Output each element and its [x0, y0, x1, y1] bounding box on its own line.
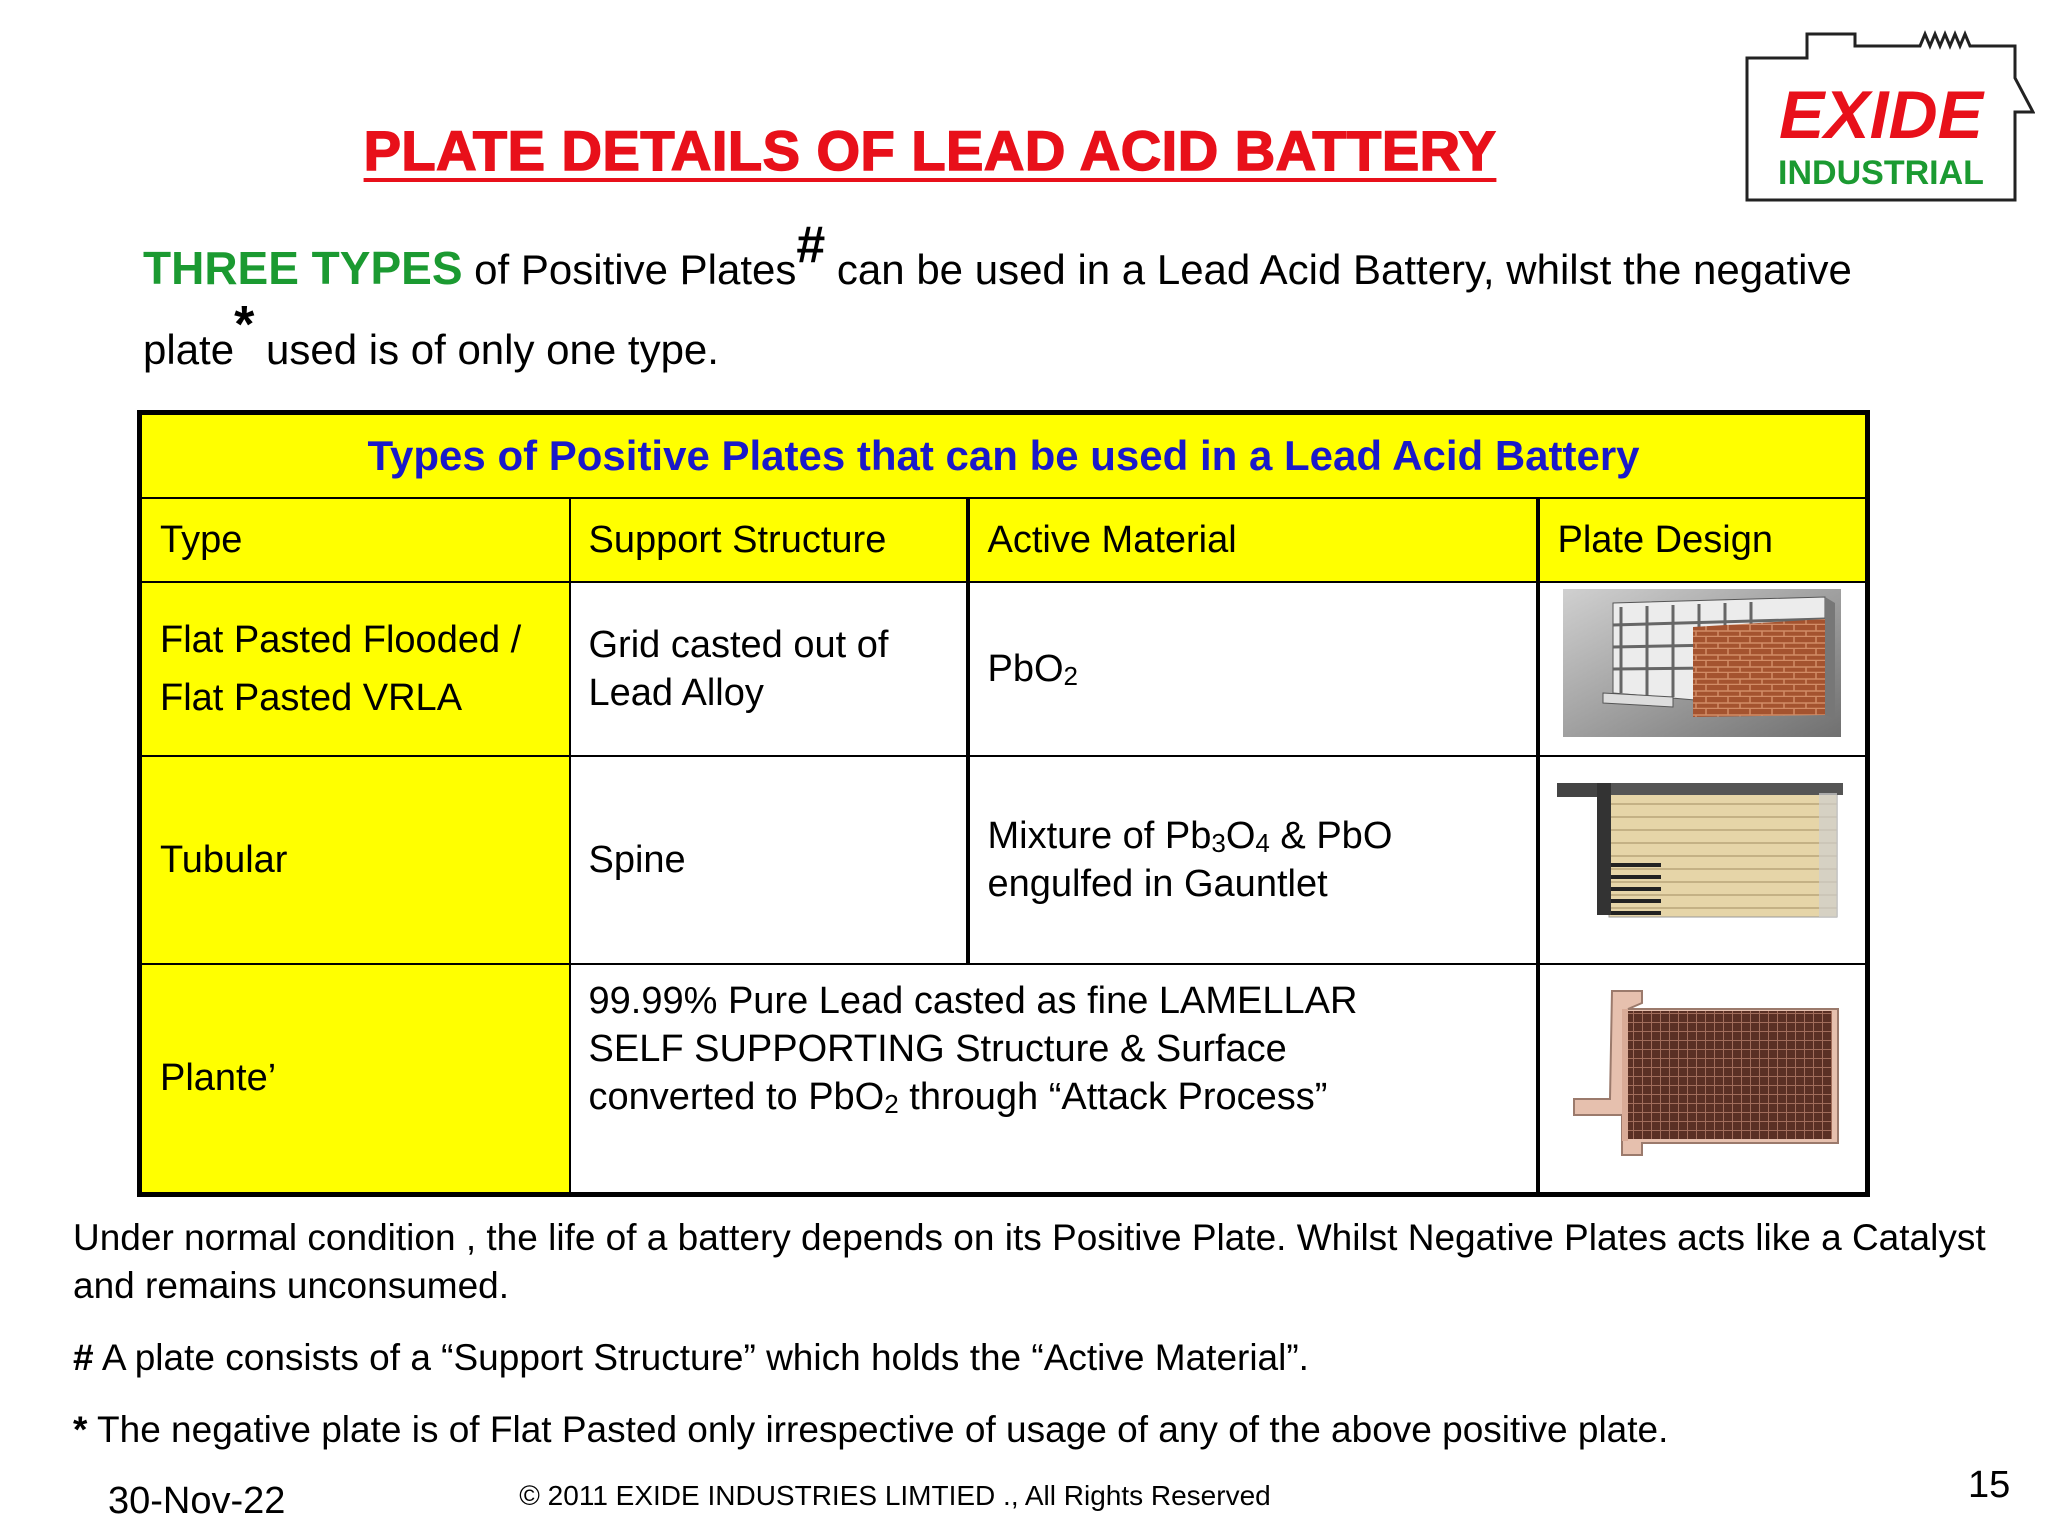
table-row [140, 582, 1868, 756]
material-text: PbO [987, 648, 1064, 690]
intro-paragraph [143, 216, 1943, 390]
hash-marker: # [73, 1337, 94, 1378]
star-note [73, 1406, 2013, 1454]
table-header-row [140, 498, 1868, 582]
life-note: Under normal condition , the life of a battery depends on its Positive Plate. Whilst Negative Plates acts like a Catalyst and remains unconsumed. [73, 1217, 1986, 1306]
star-symbol: * [234, 296, 255, 354]
cell-type: Plante’ [140, 964, 570, 1194]
cell-material [968, 582, 1538, 756]
plate-types-table [137, 410, 1870, 1197]
material-text: O [1225, 815, 1256, 857]
page-title: PLATE DETAILS OF LEAD ACID BATTERY [363, 119, 1497, 182]
tubular-plate-icon [1557, 779, 1847, 929]
intro-part3: used is of only one type. [254, 326, 719, 373]
cell-material [968, 756, 1538, 964]
header-plate-design: Plate Design [1538, 498, 1868, 582]
plante-plate-icon [1562, 987, 1842, 1157]
combined-line: 99.99% Pure Lead casted as fine LAMELLAR [588, 980, 1358, 1022]
combined-text: through “Attack Process” [898, 1076, 1328, 1118]
material-text: Mixture of Pb [987, 815, 1212, 857]
material-text: & PbO [1269, 815, 1393, 857]
hash-note-text: A plate consists of a “Support Structure” which holds the “Active Material”. [93, 1337, 1309, 1378]
type-line: Flat Pasted VRLA [160, 677, 463, 719]
material-subscript: 3 [1211, 828, 1226, 858]
cell-design [1538, 756, 1868, 964]
header-support-structure: Support Structure [570, 498, 968, 582]
star-note-text: The negative plate is of Flat Pasted only irrespective of usage of any of the above positive plate. [87, 1409, 1669, 1450]
material-line [988, 812, 1518, 860]
intro-part2: can be used in a Lead Acid Battery, whilst the negative plate [143, 246, 1852, 373]
star-marker: * [73, 1409, 88, 1450]
exide-logo [1745, 26, 2035, 202]
material-line: engulfed in Gauntlet [987, 863, 1328, 905]
cell-design [1538, 582, 1868, 756]
logo-text-exide: EXIDE [1778, 77, 1984, 153]
cell-support [570, 582, 968, 756]
hash-symbol: # [796, 216, 826, 274]
footer-date: 30-Nov-22 [108, 1480, 286, 1522]
combined-subscript: 2 [884, 1089, 899, 1119]
page-number: 15 [1968, 1464, 2011, 1506]
type-line: Flat Pasted Flooded / [160, 619, 522, 661]
cell-support-material-combined [570, 964, 1538, 1194]
footer-copyright: © 2011 EXIDE INDUSTRIES LIMTIED ., All Rights Reserved [519, 1480, 1271, 1511]
cell-type [140, 582, 570, 756]
cell-type: Tubular [140, 756, 570, 964]
combined-line: SELF SUPPORTING Structure & Surface [588, 1028, 1287, 1070]
table-row [140, 964, 1868, 1194]
combined-text: converted to PbO [588, 1076, 885, 1118]
hash-note [73, 1334, 2013, 1382]
support-line: Grid casted out of [588, 624, 889, 666]
flat-plate-grid-icon [1563, 589, 1841, 737]
material-subscript: 2 [1063, 661, 1079, 691]
table-caption: Types of Positive Plates that can be used in a Lead Acid Battery [140, 413, 1868, 499]
table-caption-row [140, 413, 1868, 499]
material-subscript: 4 [1255, 828, 1270, 858]
header-active-material: Active Material [968, 498, 1538, 582]
logo-text-industrial: INDUSTRIAL [1778, 154, 1984, 192]
combined-line [589, 1073, 1518, 1121]
header-type: Type [140, 498, 570, 582]
table-row [140, 756, 1868, 964]
intro-part1: of Positive Plates [462, 246, 797, 293]
support-line: Lead Alloy [588, 672, 764, 714]
intro-highlight: THREE TYPES [143, 242, 463, 294]
cell-design [1538, 964, 1868, 1194]
cell-support: Spine [570, 756, 968, 964]
